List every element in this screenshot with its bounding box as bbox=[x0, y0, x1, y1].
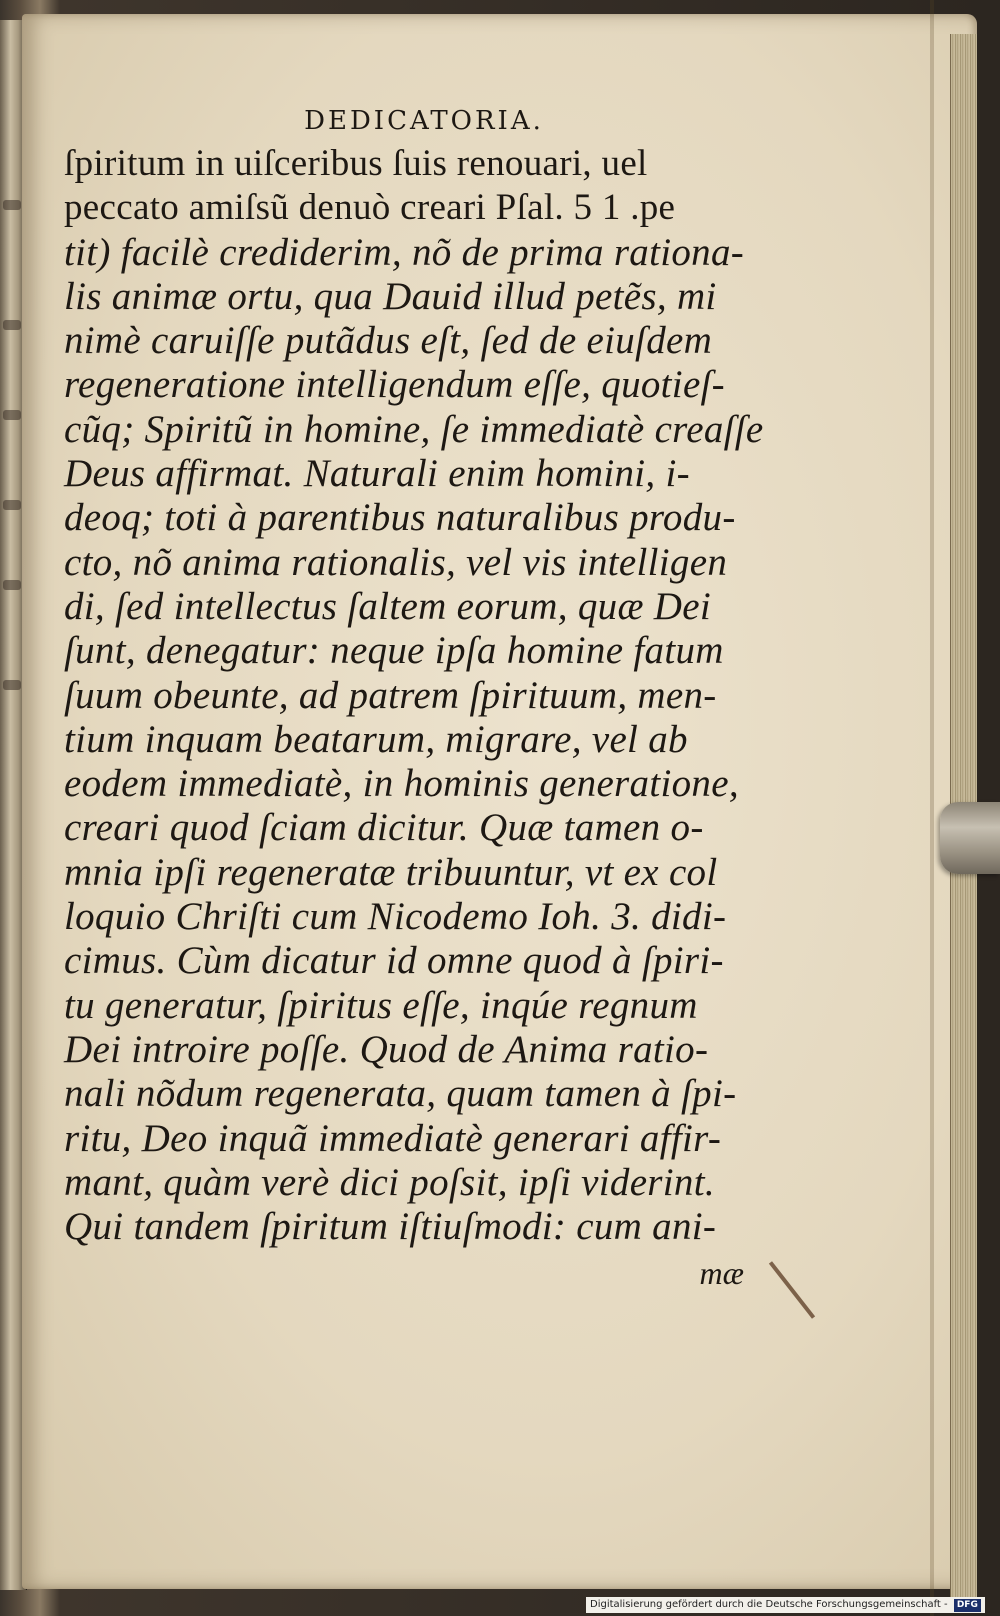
text-line: creari quod ſciam dicitur. Quæ tamen o- bbox=[64, 806, 704, 850]
text-line: tium inquam beatarum, migrare, vel ab bbox=[64, 717, 688, 761]
ink-bleed bbox=[3, 320, 21, 330]
text-line: ritu, Deo inquã immediatè generari affir- bbox=[64, 1116, 722, 1160]
ink-bleed bbox=[3, 500, 21, 510]
text-line: regeneratione intelligendum eſſe, quotieſ- bbox=[64, 363, 725, 407]
text-line: cimus. Cùm dicatur id omne quod à ſpiri- bbox=[64, 939, 724, 983]
page-crease bbox=[930, 0, 934, 1616]
text-line: tit) facilè crediderim, nõ de prima rationa- bbox=[64, 230, 745, 274]
running-header: DEDICATORIA. bbox=[304, 106, 544, 136]
text-line: tu generatur, ſpiritus eſſe, inqúe regnum bbox=[64, 983, 698, 1027]
text-line: ſuum obeunte, ad patrem ſpirituum, men- bbox=[64, 673, 717, 717]
text-line: mnia ipſi regeneratæ tribuuntur, vt ex col bbox=[64, 850, 718, 894]
text-line: eodem immediatè, in hominis generatione, bbox=[64, 762, 739, 806]
text-line: Dei introire poſſe. Quod de Anima ratio- bbox=[64, 1027, 709, 1071]
text-line: Deus affirmat. Naturali enim homini, i- bbox=[64, 452, 690, 496]
credit-text: Digitalisierung gefördert durch die Deutsche Forschungsgemeinschaft - bbox=[590, 1599, 948, 1610]
text-line: lis animæ ortu, qua Dauid illud petẽs, mi bbox=[64, 274, 717, 318]
text-line: nimè caruiſſe putãdus eſt, ſed de eiuſdem bbox=[64, 319, 713, 363]
text-line: mant, quàm verè dici poſsit, ipſi viderint. bbox=[64, 1160, 715, 1204]
text-line: loquio Chriſti cum Nicodemo Ioh. 3. didi- bbox=[64, 895, 727, 939]
text-line: Qui tandem ſpiritum iſtiuſmodi: cum ani- bbox=[64, 1205, 717, 1249]
ink-bleed bbox=[3, 580, 21, 590]
text-line: nali nõdum regenerata, quam tamen à ſpi- bbox=[64, 1072, 737, 1116]
ink-bleed bbox=[3, 680, 21, 690]
text-line: deoq; toti à parentibus naturalibus produ- bbox=[64, 496, 736, 540]
text-line: ſpiritum in uiſceribus ſuis renouari, uel bbox=[64, 143, 648, 184]
text-line: peccato amiſsũ denuò creari Pſal. 5 1 .pe bbox=[64, 187, 676, 229]
book-clasp bbox=[940, 802, 1000, 874]
ink-bleed bbox=[3, 410, 21, 420]
text-line: cto, nõ anima rationalis, vel vis intelligen bbox=[64, 540, 728, 584]
text-block bbox=[64, 100, 764, 1292]
catchword: mæ bbox=[699, 1255, 744, 1292]
text-line: cũq; Spiritũ in homine, ſe immediatè creaſſe bbox=[64, 407, 764, 451]
text-line: ſunt, denegatur: neque ipſa homine fatum bbox=[64, 629, 724, 673]
digitization-credit bbox=[586, 1597, 985, 1613]
dfg-logo: DFG bbox=[954, 1599, 981, 1612]
ink-bleed bbox=[3, 200, 21, 210]
text-line: di, ſed intellectus ſaltem eorum, quæ Dei bbox=[64, 584, 712, 628]
